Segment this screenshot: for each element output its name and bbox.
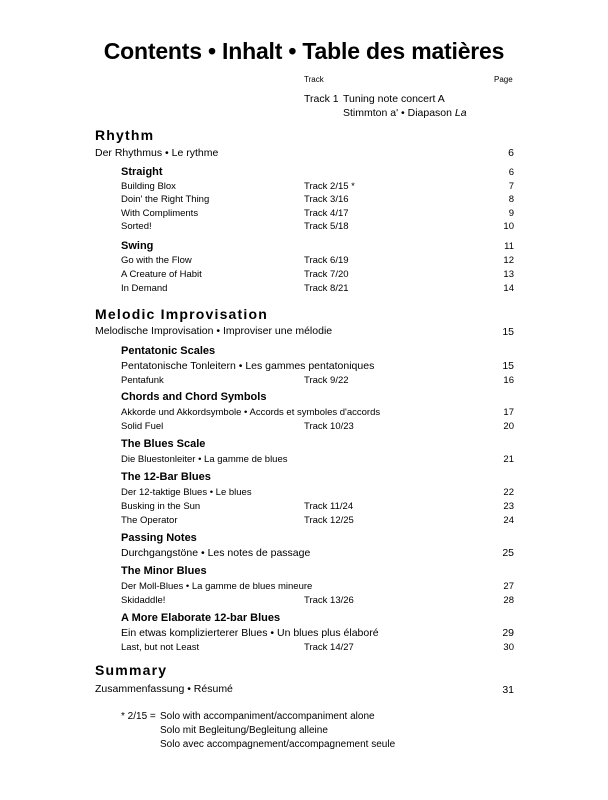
subheading-minor-blues: The Minor Blues (121, 565, 207, 577)
toc-entry-title: A Creature of Habit (121, 269, 202, 280)
toc-entry-title: Building Blox (121, 181, 176, 192)
subheading-description: Akkorde und Akkordsymbole • Accords et symboles d'accords (121, 407, 381, 418)
toc-entry-title: Go with the Flow (121, 255, 192, 266)
section-heading-melodic: Melodic Improvisation (95, 306, 268, 322)
toc-entry-page: 28 (503, 595, 514, 606)
subheading-12-bar-blues: The 12-Bar Blues (121, 471, 211, 483)
page-number: 15 (502, 360, 514, 372)
page-number: 27 (503, 581, 514, 592)
toc-entry-title: Pentafunk (121, 375, 164, 386)
toc-entry-page: 10 (503, 221, 514, 232)
track-column-header: Track (304, 75, 324, 84)
section-subtitle-summary: Zusammenfassung • Résumé (95, 683, 233, 695)
toc-entry-track: Track 6/19 (304, 255, 349, 266)
toc-entry-track: Track 2/15 * (304, 181, 355, 192)
toc-entry-track: Track 10/23 (304, 421, 354, 432)
toc-entry-track: Track 3/16 (304, 194, 349, 205)
footnote-marker: * 2/15 = (121, 711, 156, 722)
toc-entry-title: In Demand (121, 283, 168, 294)
page-number: 6 (508, 147, 514, 159)
subheading-description: Die Bluestonleiter • La gamme de blues (121, 454, 288, 465)
toc-entry-page: 12 (503, 255, 514, 266)
toc-entry-page: 14 (503, 283, 514, 294)
subheading-blues-scale: The Blues Scale (121, 438, 206, 450)
subheading-swing: Swing (121, 240, 154, 252)
tuning-line2: Stimmton a' • Diapason La (343, 107, 467, 119)
footnote-line: Solo mit Begleitung/Begleitung alleine (160, 725, 328, 736)
toc-entry-page: 8 (508, 194, 514, 205)
toc-entry-page: 9 (508, 208, 514, 219)
page-number: 17 (503, 407, 514, 418)
subheading-pentatonic: Pentatonic Scales (121, 345, 216, 357)
tuning-track: Track 1 (304, 93, 339, 105)
toc-entry-title: Doin' the Right Thing (121, 194, 210, 205)
subheading-straight: Straight (121, 166, 163, 178)
page-number: 22 (503, 487, 514, 498)
toc-entry-track: Track 5/18 (304, 221, 349, 232)
section-subtitle-rhythm: Der Rhythmus • Le rythme (95, 147, 219, 159)
toc-entry-track: Track 9/22 (304, 375, 349, 386)
subheading-description: Pentatonische Tonleitern • Les gammes pentatoniques (121, 360, 375, 372)
toc-entry-page: 24 (503, 515, 514, 526)
page-number: 29 (502, 627, 514, 639)
section-heading-summary: Summary (95, 662, 168, 678)
page-number: 31 (502, 684, 514, 696)
toc-entry-title: With Compliments (121, 208, 199, 219)
page-title: Contents • Inhalt • Table des matières (103, 38, 505, 64)
tuning-line1: Tuning note concert A (343, 93, 445, 105)
toc-entry-page: 16 (503, 375, 514, 386)
subheading-description: Durchgangstöne • Les notes de passage (121, 547, 311, 559)
toc-entry-track: Track 11/24 (304, 501, 354, 512)
toc-entry-title: Last, but not Least (121, 642, 200, 653)
page-number: 21 (503, 454, 514, 465)
toc-entry-title: Skidaddle! (121, 595, 166, 606)
toc-entry-page: 30 (503, 642, 514, 653)
subheading-chords: Chords and Chord Symbols (121, 391, 267, 403)
toc-entry-title: Solid Fuel (121, 421, 164, 432)
page-number: 25 (502, 547, 514, 559)
toc-entry-title: Sorted! (121, 221, 152, 232)
toc-entry-track: Track 14/27 (304, 642, 354, 653)
toc-entry-title: Busking in the Sun (121, 501, 201, 512)
toc-entry-track: Track 4/17 (304, 208, 349, 219)
subheading-passing-notes: Passing Notes (121, 532, 197, 544)
toc-entry-track: Track 13/26 (304, 595, 354, 606)
section-heading-rhythm: Rhythm (95, 127, 155, 143)
subheading-description: Ein etwas komplizierterer Blues • Un blues plus élaboré (121, 627, 379, 639)
section-subtitle-melodic: Melodische Improvisation • Improviser une mélodie (95, 325, 333, 337)
subheading-elaborate-blues: A More Elaborate 12-bar Blues (121, 612, 281, 624)
page-number: 6 (508, 167, 514, 178)
page-column-header: Page (494, 75, 513, 84)
toc-entry-page: 13 (503, 269, 514, 280)
toc-entry-page: 23 (503, 501, 514, 512)
toc-entry-track: Track 8/21 (304, 283, 349, 294)
toc-entry-track: Track 12/25 (304, 515, 354, 526)
toc-entry-page: 7 (508, 181, 514, 192)
toc-entry-track: Track 7/20 (304, 269, 349, 280)
subheading-description: Der 12-taktige Blues • Le blues (121, 487, 252, 498)
page-number: 11 (504, 241, 514, 252)
page-number: 15 (502, 326, 514, 338)
footnote-line: Solo with accompaniment/accompaniment alone (160, 711, 375, 722)
toc-entry-page: 20 (503, 421, 514, 432)
subheading-description: Der Moll-Blues • La gamme de blues mineure (121, 581, 313, 592)
toc-entry-title: The Operator (121, 515, 178, 526)
footnote-line: Solo avec accompagnement/accompagnement seule (160, 739, 396, 750)
